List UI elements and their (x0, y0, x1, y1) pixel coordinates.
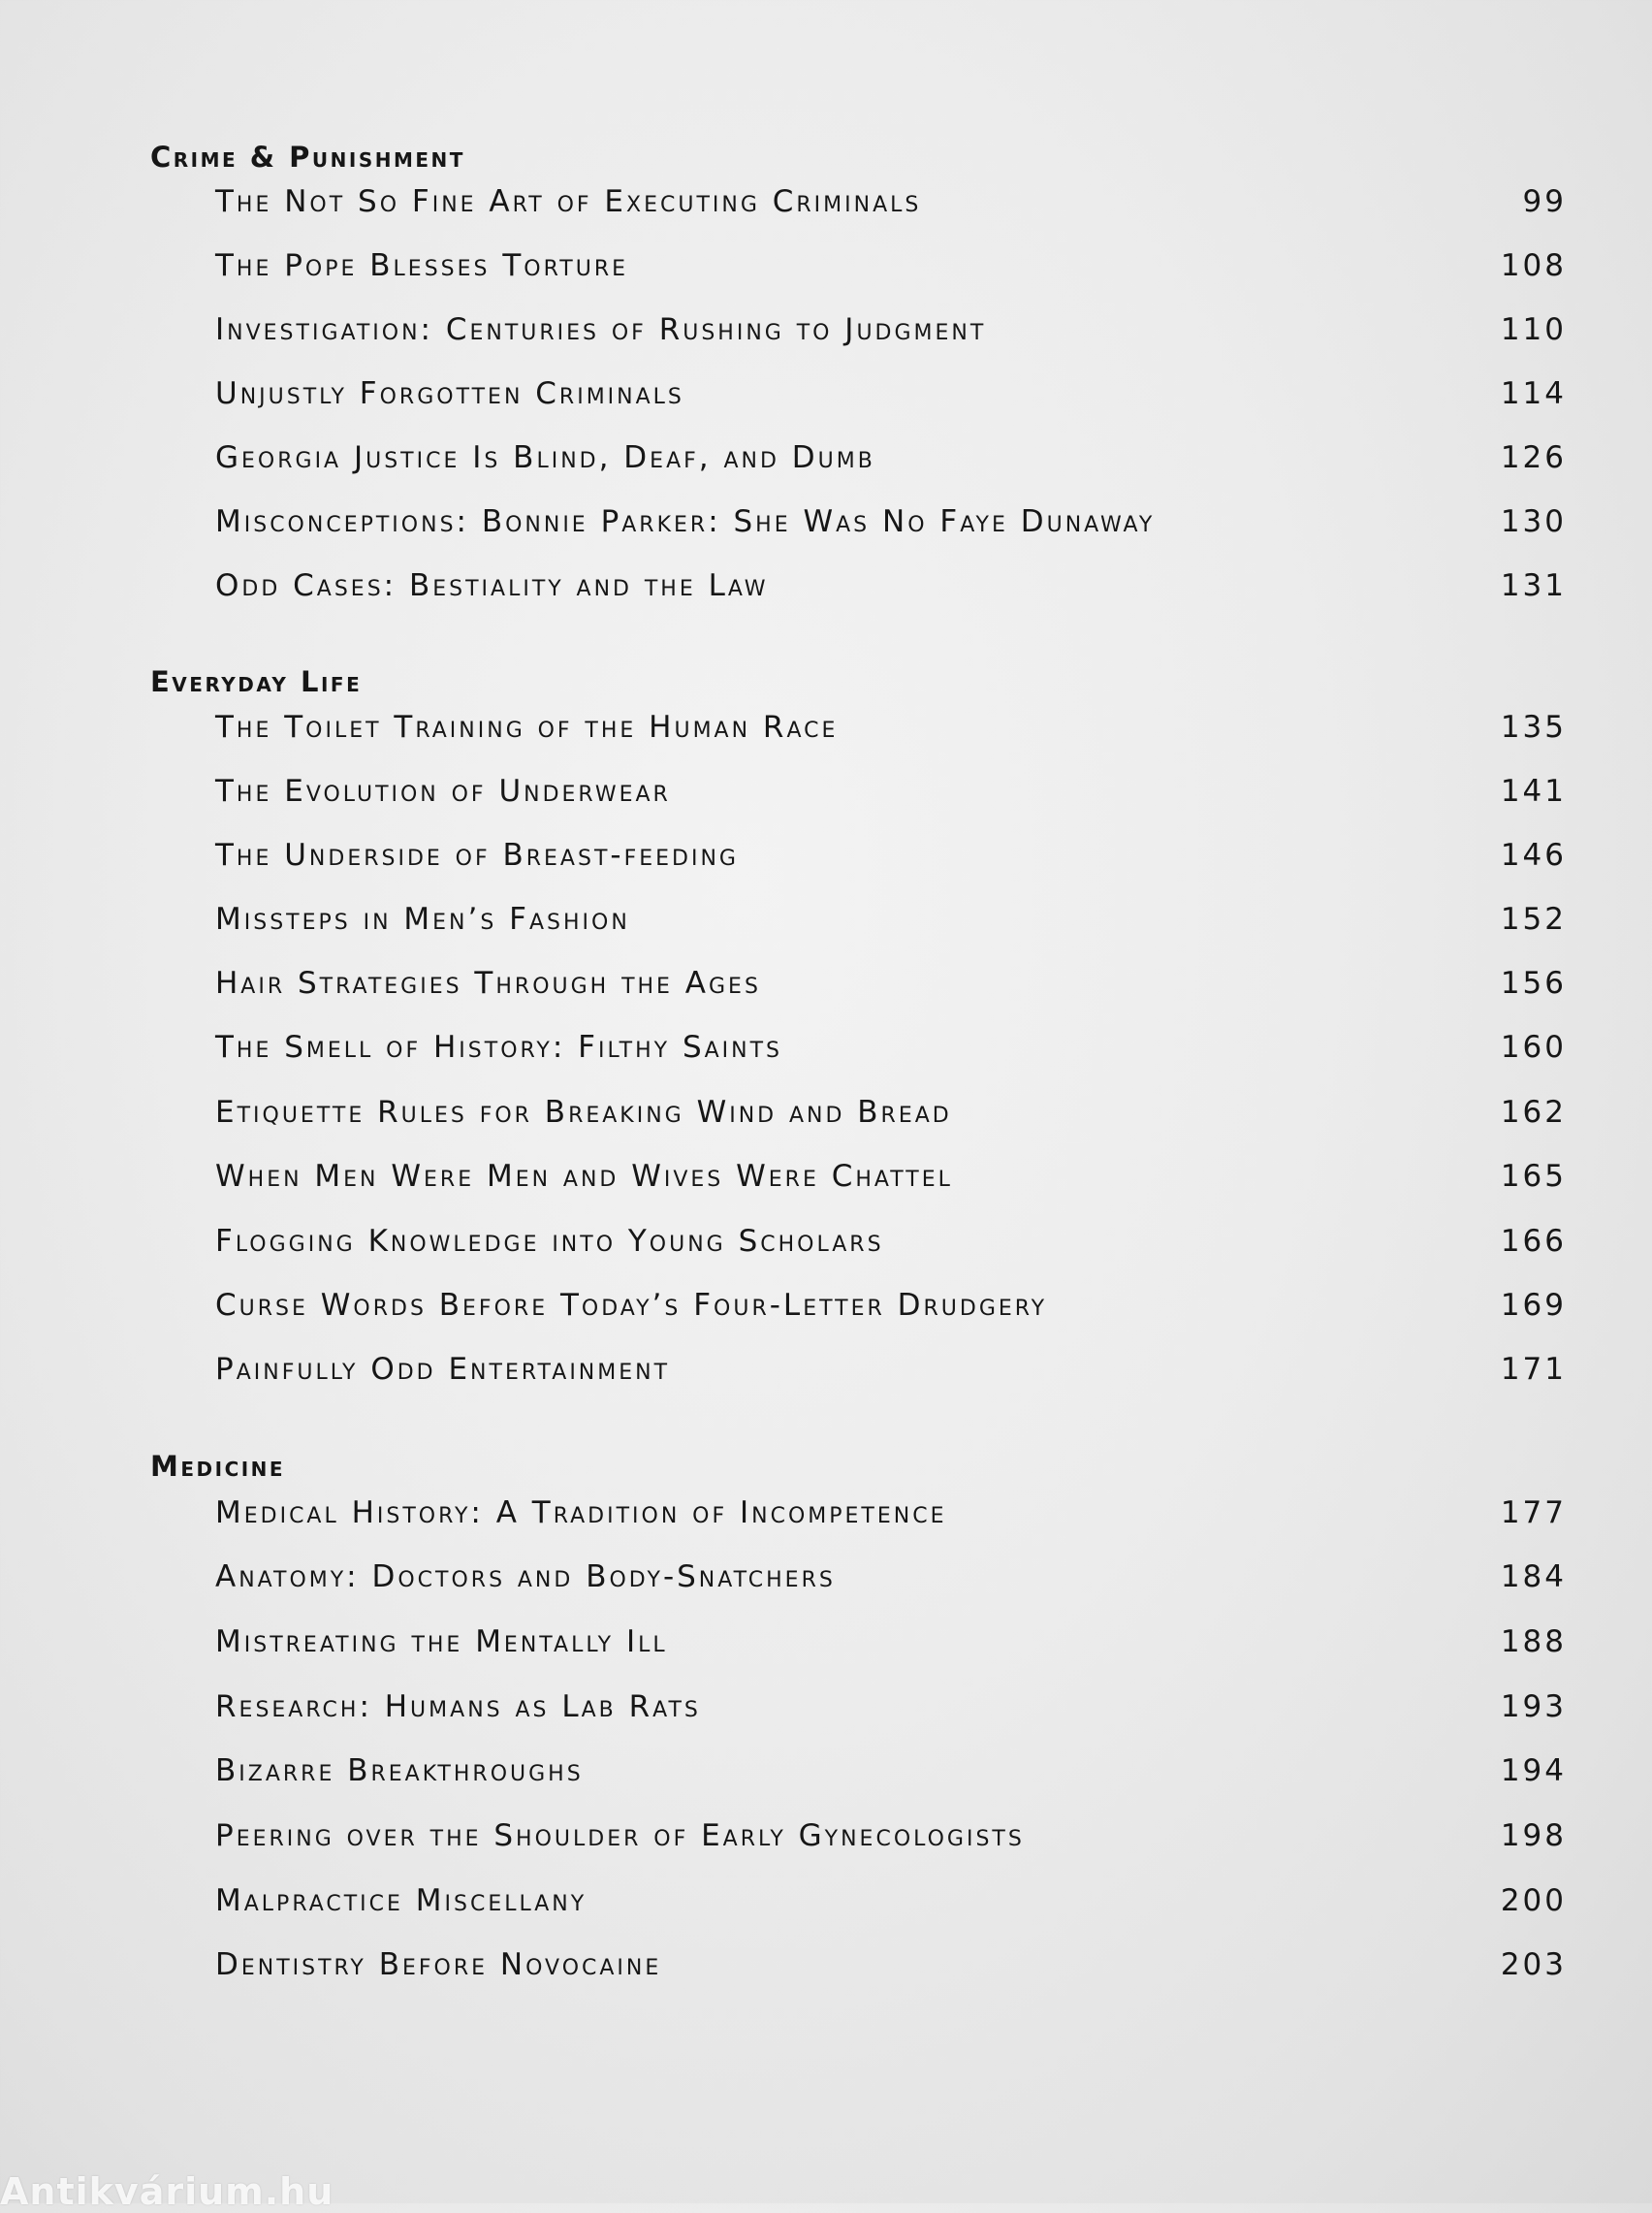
toc-entry-title: The Underside of Breast-feeding (215, 838, 739, 873)
toc-entry-page: 160 (1500, 1030, 1567, 1065)
toc-entry-title: Curse Words Before Today’s Four-Letter Drudgery (215, 1288, 1048, 1323)
toc-entry[interactable] (215, 1881, 1567, 1920)
toc-entry-title: Misconceptions: Bonnie Parker: She Was No Faye Dunaway (215, 504, 1156, 539)
toc-entry[interactable] (215, 1350, 1567, 1389)
toc-entry-page: 165 (1500, 1159, 1567, 1194)
toc-entry[interactable] (215, 310, 1567, 349)
toc-entry-page: 166 (1500, 1224, 1567, 1259)
toc-entry[interactable] (215, 836, 1567, 875)
section-title-medicine: Medicine (150, 1450, 286, 1483)
toc-entry-title: Missteps in Men’s Fashion (215, 902, 630, 937)
toc-entry-page: 146 (1500, 838, 1567, 873)
toc-entry-title: Investigation: Centuries of Rushing to Judgment (215, 312, 987, 347)
toc-entry-title: Mistreating the Mentally Ill (215, 1624, 668, 1659)
toc-entry-title: Etiquette Rules for Breaking Wind and Bread (215, 1095, 952, 1130)
section-title-everyday-life: Everyday Life (150, 665, 363, 698)
toc-entry-title: Bizarre Breakthroughs (215, 1753, 584, 1788)
toc-entry[interactable] (215, 1286, 1567, 1325)
toc-entry-title: Peering over the Shoulder of Early Gynecologists (215, 1818, 1025, 1853)
toc-entry-title: Painfully Odd Entertainment (215, 1352, 671, 1387)
toc-entry-title: The Evolution of Underwear (215, 774, 671, 809)
toc-entry-page: 162 (1500, 1095, 1567, 1130)
toc-entry-title: Hair Strategies Through the Ages (215, 966, 761, 1001)
toc-entry-title: When Men Were Men and Wives Were Chattel (215, 1159, 953, 1194)
toc-entry-title: The Pope Blesses Torture (215, 248, 629, 283)
toc-entry[interactable] (215, 1028, 1567, 1067)
toc-entry-title: Malpractice Miscellany (215, 1883, 588, 1918)
toc-entry[interactable] (215, 1093, 1567, 1132)
section-title-crime-punishment: Crime & Punishment (150, 141, 465, 174)
toc-entry-page: 169 (1500, 1288, 1567, 1323)
toc-entry-page: 114 (1500, 376, 1567, 411)
toc-entry-title: Anatomy: Doctors and Body-Snatchers (215, 1559, 836, 1594)
toc-entry[interactable] (215, 1687, 1567, 1726)
toc-entry-page: 141 (1500, 774, 1567, 809)
toc-entry[interactable] (215, 502, 1567, 541)
toc-entry-title: Medical History: A Tradition of Incompetence (215, 1495, 947, 1530)
toc-entry-title: Research: Humans as Lab Rats (215, 1689, 701, 1724)
toc-entry-page: 130 (1500, 504, 1567, 539)
toc-entry-page: 110 (1500, 312, 1567, 347)
toc-entry-title: The Not So Fine Art of Executing Criminals (215, 184, 922, 219)
toc-entry-page: 171 (1500, 1352, 1567, 1387)
toc-entry[interactable] (215, 374, 1567, 413)
toc-entry-page: 188 (1500, 1624, 1567, 1659)
toc-entry-page: 135 (1500, 710, 1567, 745)
toc-entry-page: 177 (1500, 1495, 1567, 1530)
toc-entry-page: 156 (1500, 966, 1567, 1001)
toc-entry[interactable] (215, 1157, 1567, 1196)
toc-entry-title: Georgia Justice Is Blind, Deaf, and Dumb (215, 440, 875, 475)
toc-entry-page: 108 (1500, 248, 1567, 283)
toc-entry[interactable] (215, 182, 1567, 221)
toc-entry[interactable] (215, 900, 1567, 939)
toc-entry[interactable] (215, 1557, 1567, 1596)
toc-entry[interactable] (215, 1622, 1567, 1661)
watermark: Antikvárium.hu (0, 2170, 334, 2213)
toc-entry[interactable] (215, 1945, 1567, 1984)
toc-entry-page: 200 (1500, 1883, 1567, 1918)
toc-entry-title: The Smell of History: Filthy Saints (215, 1030, 783, 1065)
toc-entry-title: Dentistry Before Novocaine (215, 1947, 662, 1982)
toc-entry[interactable] (215, 964, 1567, 1003)
toc-entry[interactable] (215, 1222, 1567, 1261)
toc-entry-title: Odd Cases: Bestiality and the Law (215, 568, 769, 603)
toc-entry[interactable] (215, 708, 1567, 747)
toc-entry[interactable] (215, 438, 1567, 477)
toc-entry[interactable] (215, 1493, 1567, 1532)
toc-entry-page: 203 (1500, 1947, 1567, 1982)
toc-entry[interactable] (215, 772, 1567, 811)
toc-entry[interactable] (215, 246, 1567, 285)
toc-entry-page: 152 (1500, 902, 1567, 937)
toc-entry[interactable] (215, 566, 1567, 605)
toc-entry-page: 184 (1500, 1559, 1567, 1594)
toc-entry[interactable] (215, 1751, 1567, 1790)
toc-entry-page: 126 (1500, 440, 1567, 475)
toc-entry-page: 194 (1500, 1753, 1567, 1788)
toc-entry-title: Unjustly Forgotten Criminals (215, 376, 684, 411)
toc-entry-page: 198 (1500, 1818, 1567, 1853)
toc-entry-title: The Toilet Training of the Human Race (215, 710, 839, 745)
toc-entry-page: 131 (1500, 568, 1567, 603)
toc-entry-page: 193 (1500, 1689, 1567, 1724)
toc-entry-page: 99 (1522, 184, 1567, 219)
toc-entry[interactable] (215, 1816, 1567, 1855)
toc-entry-title: Flogging Knowledge into Young Scholars (215, 1224, 884, 1259)
